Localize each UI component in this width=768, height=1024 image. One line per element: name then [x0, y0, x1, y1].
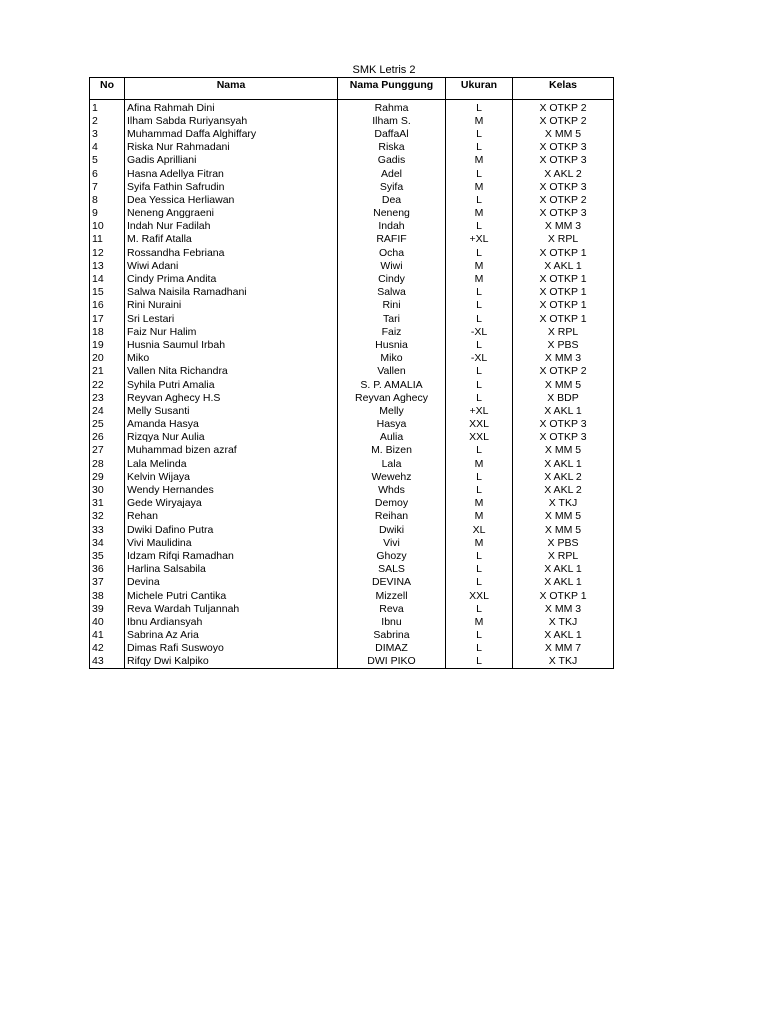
- cell-no: 38: [90, 589, 125, 602]
- cell-kelas: X AKL 1: [513, 457, 614, 470]
- cell-ukuran: M: [446, 207, 513, 220]
- cell-no: 19: [90, 338, 125, 351]
- table-row: [90, 114, 614, 127]
- cell-nama: Neneng Anggraeni: [125, 207, 338, 220]
- cell-nama-punggung: Demoy: [338, 497, 446, 510]
- cell-nama-punggung: Vallen: [338, 365, 446, 378]
- cell-kelas: X OTKP 2: [513, 114, 614, 127]
- cell-kelas: X RPL: [513, 549, 614, 562]
- cell-kelas: X TKJ: [513, 615, 614, 628]
- cell-no: 6: [90, 167, 125, 180]
- cell-ukuran: M: [446, 615, 513, 628]
- cell-nama: Syifa Fathin Safrudin: [125, 180, 338, 193]
- cell-kelas: X MM 3: [513, 602, 614, 615]
- cell-no: 25: [90, 418, 125, 431]
- cell-kelas: X RPL: [513, 325, 614, 338]
- cell-nama: Dea Yessica Herliawan: [125, 193, 338, 206]
- cell-nama: Rossandha Febriana: [125, 246, 338, 259]
- cell-nama-punggung: Whds: [338, 483, 446, 496]
- cell-nama-punggung: Aulia: [338, 431, 446, 444]
- table-row: [90, 272, 614, 285]
- cell-nama: Vivi Maulidina: [125, 536, 338, 549]
- cell-kelas: X AKL 1: [513, 563, 614, 576]
- cell-kelas: X OTKP 2: [513, 193, 614, 206]
- cell-nama-punggung: Hasya: [338, 418, 446, 431]
- cell-ukuran: L: [446, 365, 513, 378]
- cell-kelas: X MM 3: [513, 220, 614, 233]
- cell-nama-punggung: Rini: [338, 299, 446, 312]
- cell-no: 30: [90, 483, 125, 496]
- cell-nama: Dwiki Dafino Putra: [125, 523, 338, 536]
- cell-nama-punggung: Reva: [338, 602, 446, 615]
- header-nama: Nama: [125, 78, 338, 100]
- table-row: [90, 523, 614, 536]
- cell-no: 14: [90, 272, 125, 285]
- table-row: [90, 602, 614, 615]
- cell-ukuran: XXL: [446, 589, 513, 602]
- cell-kelas: X MM 5: [513, 444, 614, 457]
- cell-nama-punggung: Wewehz: [338, 470, 446, 483]
- table-row: [90, 365, 614, 378]
- table-row: [90, 615, 614, 628]
- cell-nama: Reyvan Aghecy H.S: [125, 391, 338, 404]
- cell-ukuran: L: [446, 378, 513, 391]
- document-title: SMK Letris 2: [352, 64, 416, 76]
- cell-nama: Muhammad bizen azraf: [125, 444, 338, 457]
- cell-nama: Dimas Rafi Suswoyo: [125, 642, 338, 655]
- cell-no: 16: [90, 299, 125, 312]
- cell-kelas: X AKL 1: [513, 404, 614, 417]
- cell-nama-punggung: Ocha: [338, 246, 446, 259]
- cell-nama-punggung: Gadis: [338, 154, 446, 167]
- cell-ukuran: M: [446, 510, 513, 523]
- cell-kelas: X OTKP 1: [513, 246, 614, 259]
- table-row: [90, 127, 614, 140]
- cell-nama: Idzam Rifqi Ramadhan: [125, 549, 338, 562]
- cell-no: 18: [90, 325, 125, 338]
- cell-no: 37: [90, 576, 125, 589]
- table-row: [90, 431, 614, 444]
- cell-no: 9: [90, 207, 125, 220]
- table-row: [90, 325, 614, 338]
- cell-no: 41: [90, 629, 125, 642]
- cell-ukuran: L: [446, 100, 513, 115]
- cell-nama: Wendy Hernandes: [125, 483, 338, 496]
- cell-nama-punggung: Ibnu: [338, 615, 446, 628]
- table-row: [90, 141, 614, 154]
- cell-ukuran: L: [446, 193, 513, 206]
- cell-kelas: X OTKP 1: [513, 286, 614, 299]
- cell-kelas: X MM 3: [513, 352, 614, 365]
- cell-nama: Salwa Naisila Ramadhani: [125, 286, 338, 299]
- cell-nama: Faiz Nur Halim: [125, 325, 338, 338]
- cell-ukuran: +XL: [446, 233, 513, 246]
- table-row: [90, 549, 614, 562]
- table-row: [90, 629, 614, 642]
- cell-nama-punggung: RAFIF: [338, 233, 446, 246]
- cell-nama-punggung: DWI PIKO: [338, 655, 446, 669]
- cell-ukuran: XXL: [446, 418, 513, 431]
- table-row: [90, 378, 614, 391]
- cell-no: 7: [90, 180, 125, 193]
- cell-nama-punggung: Neneng: [338, 207, 446, 220]
- cell-nama: Reva Wardah Tuljannah: [125, 602, 338, 615]
- table-row: [90, 470, 614, 483]
- cell-no: 35: [90, 549, 125, 562]
- table-row: [90, 404, 614, 417]
- cell-nama-punggung: Faiz: [338, 325, 446, 338]
- cell-nama-punggung: Dea: [338, 193, 446, 206]
- table-row: [90, 563, 614, 576]
- student-table: [89, 77, 614, 669]
- cell-no: 29: [90, 470, 125, 483]
- cell-nama: Harlina Salsabila: [125, 563, 338, 576]
- table-row: [90, 352, 614, 365]
- cell-kelas: X OTKP 2: [513, 365, 614, 378]
- cell-no: 27: [90, 444, 125, 457]
- cell-ukuran: L: [446, 338, 513, 351]
- cell-no: 40: [90, 615, 125, 628]
- table-row: [90, 391, 614, 404]
- table-row: [90, 642, 614, 655]
- cell-no: 33: [90, 523, 125, 536]
- cell-kelas: X AKL 2: [513, 470, 614, 483]
- table-row: [90, 589, 614, 602]
- cell-kelas: X MM 5: [513, 127, 614, 140]
- table-row: [90, 286, 614, 299]
- table-row: [90, 193, 614, 206]
- cell-nama-punggung: Lala: [338, 457, 446, 470]
- cell-kelas: X BDP: [513, 391, 614, 404]
- cell-no: 39: [90, 602, 125, 615]
- cell-nama: M. Rafif Atalla: [125, 233, 338, 246]
- table-row: [90, 444, 614, 457]
- cell-no: 12: [90, 246, 125, 259]
- cell-ukuran: L: [446, 655, 513, 669]
- cell-ukuran: M: [446, 114, 513, 127]
- cell-nama: Riska Nur Rahmadani: [125, 141, 338, 154]
- table-row: [90, 418, 614, 431]
- cell-kelas: X OTKP 2: [513, 100, 614, 115]
- cell-nama: Ibnu Ardiansyah: [125, 615, 338, 628]
- cell-ukuran: M: [446, 259, 513, 272]
- table-row: [90, 246, 614, 259]
- cell-nama: Afina Rahmah Dini: [125, 100, 338, 115]
- cell-nama-punggung: Adel: [338, 167, 446, 180]
- table-row: [90, 167, 614, 180]
- cell-no: 21: [90, 365, 125, 378]
- cell-kelas: X PBS: [513, 338, 614, 351]
- cell-nama-punggung: Melly: [338, 404, 446, 417]
- cell-kelas: X OTKP 1: [513, 589, 614, 602]
- cell-ukuran: M: [446, 154, 513, 167]
- cell-no: 15: [90, 286, 125, 299]
- cell-nama-punggung: Vivi: [338, 536, 446, 549]
- cell-ukuran: L: [446, 246, 513, 259]
- cell-no: 3: [90, 127, 125, 140]
- cell-no: 36: [90, 563, 125, 576]
- cell-nama: Rifqy Dwi Kalpiko: [125, 655, 338, 669]
- cell-kelas: X OTKP 1: [513, 272, 614, 285]
- cell-no: 5: [90, 154, 125, 167]
- cell-ukuran: L: [446, 220, 513, 233]
- cell-ukuran: L: [446, 549, 513, 562]
- cell-ukuran: L: [446, 391, 513, 404]
- cell-kelas: X AKL 1: [513, 576, 614, 589]
- cell-kelas: X TKJ: [513, 497, 614, 510]
- cell-no: 8: [90, 193, 125, 206]
- table-row: [90, 207, 614, 220]
- cell-nama: Gadis Aprilliani: [125, 154, 338, 167]
- cell-ukuran: L: [446, 444, 513, 457]
- cell-kelas: X OTKP 3: [513, 180, 614, 193]
- table-row: [90, 655, 614, 669]
- table-row: [90, 154, 614, 167]
- cell-nama-punggung: Rahma: [338, 100, 446, 115]
- cell-nama: Rini Nuraini: [125, 299, 338, 312]
- cell-ukuran: L: [446, 629, 513, 642]
- cell-ukuran: L: [446, 483, 513, 496]
- cell-nama-punggung: Ilham S.: [338, 114, 446, 127]
- cell-nama-punggung: Mizzell: [338, 589, 446, 602]
- cell-no: 34: [90, 536, 125, 549]
- cell-nama-punggung: Wiwi: [338, 259, 446, 272]
- cell-kelas: X OTKP 3: [513, 431, 614, 444]
- header-kelas: Kelas: [513, 78, 614, 100]
- cell-kelas: X RPL: [513, 233, 614, 246]
- cell-nama-punggung: DIMAZ: [338, 642, 446, 655]
- cell-no: 13: [90, 259, 125, 272]
- table-row: [90, 576, 614, 589]
- cell-nama-punggung: Ghozy: [338, 549, 446, 562]
- cell-ukuran: XL: [446, 523, 513, 536]
- cell-no: 1: [90, 100, 125, 115]
- table-row: [90, 457, 614, 470]
- cell-ukuran: L: [446, 576, 513, 589]
- header-row: [90, 78, 614, 100]
- cell-kelas: X MM 5: [513, 378, 614, 391]
- cell-nama-punggung: S. P. AMALIA: [338, 378, 446, 391]
- table-row: [90, 510, 614, 523]
- cell-nama: Vallen Nita Richandra: [125, 365, 338, 378]
- cell-kelas: X AKL 2: [513, 167, 614, 180]
- cell-ukuran: M: [446, 272, 513, 285]
- cell-kelas: X OTKP 3: [513, 418, 614, 431]
- table-row: [90, 220, 614, 233]
- cell-nama-punggung: Salwa: [338, 286, 446, 299]
- cell-nama: Wiwi Adani: [125, 259, 338, 272]
- cell-kelas: X MM 7: [513, 642, 614, 655]
- cell-nama-punggung: DEVINA: [338, 576, 446, 589]
- cell-nama-punggung: SALS: [338, 563, 446, 576]
- cell-nama-punggung: Sabrina: [338, 629, 446, 642]
- cell-kelas: X OTKP 1: [513, 312, 614, 325]
- cell-nama-punggung: M. Bizen: [338, 444, 446, 457]
- cell-kelas: X OTKP 1: [513, 299, 614, 312]
- cell-nama-punggung: DaffaAl: [338, 127, 446, 140]
- cell-no: 42: [90, 642, 125, 655]
- cell-kelas: X OTKP 3: [513, 141, 614, 154]
- cell-nama: Muhammad Daffa Alghiffary: [125, 127, 338, 140]
- cell-ukuran: -XL: [446, 352, 513, 365]
- cell-no: 22: [90, 378, 125, 391]
- header-nama-punggung: Nama Punggung: [338, 78, 446, 100]
- cell-ukuran: L: [446, 286, 513, 299]
- cell-nama: Ilham Sabda Ruriyansyah: [125, 114, 338, 127]
- cell-kelas: X OTKP 3: [513, 154, 614, 167]
- cell-no: 4: [90, 141, 125, 154]
- cell-no: 10: [90, 220, 125, 233]
- cell-no: 20: [90, 352, 125, 365]
- cell-no: 11: [90, 233, 125, 246]
- cell-no: 24: [90, 404, 125, 417]
- cell-ukuran: L: [446, 299, 513, 312]
- table-row: [90, 536, 614, 549]
- cell-no: 28: [90, 457, 125, 470]
- cell-no: 31: [90, 497, 125, 510]
- cell-nama: Kelvin Wijaya: [125, 470, 338, 483]
- cell-ukuran: L: [446, 563, 513, 576]
- cell-nama-punggung: Husnia: [338, 338, 446, 351]
- cell-nama: Melly Susanti: [125, 404, 338, 417]
- cell-ukuran: M: [446, 180, 513, 193]
- cell-nama: Cindy Prima Andita: [125, 272, 338, 285]
- cell-no: 26: [90, 431, 125, 444]
- cell-no: 2: [90, 114, 125, 127]
- cell-kelas: X MM 5: [513, 523, 614, 536]
- cell-ukuran: L: [446, 127, 513, 140]
- table-row: [90, 497, 614, 510]
- cell-ukuran: XXL: [446, 431, 513, 444]
- cell-ukuran: L: [446, 602, 513, 615]
- cell-no: 32: [90, 510, 125, 523]
- cell-nama: Lala Melinda: [125, 457, 338, 470]
- cell-kelas: X PBS: [513, 536, 614, 549]
- cell-ukuran: -XL: [446, 325, 513, 338]
- cell-nama-punggung: Dwiki: [338, 523, 446, 536]
- table-row: [90, 180, 614, 193]
- cell-nama: Miko: [125, 352, 338, 365]
- table-row: [90, 483, 614, 496]
- cell-nama-punggung: Reyvan Aghecy: [338, 391, 446, 404]
- cell-nama: Syhila Putri Amalia: [125, 378, 338, 391]
- cell-ukuran: L: [446, 141, 513, 154]
- cell-kelas: X AKL 1: [513, 259, 614, 272]
- cell-no: 17: [90, 312, 125, 325]
- cell-nama-punggung: Reihan: [338, 510, 446, 523]
- cell-kelas: X AKL 1: [513, 629, 614, 642]
- cell-nama: Rehan: [125, 510, 338, 523]
- cell-nama: Gede Wiryajaya: [125, 497, 338, 510]
- cell-nama: Sabrina Az Aria: [125, 629, 338, 642]
- header-ukuran: Ukuran: [446, 78, 513, 100]
- cell-nama: Amanda Hasya: [125, 418, 338, 431]
- cell-kelas: X AKL 2: [513, 483, 614, 496]
- cell-ukuran: L: [446, 642, 513, 655]
- cell-nama: Indah Nur Fadilah: [125, 220, 338, 233]
- cell-nama-punggung: Cindy: [338, 272, 446, 285]
- cell-nama: Husnia Saumul Irbah: [125, 338, 338, 351]
- cell-no: 23: [90, 391, 125, 404]
- table-body: [90, 100, 614, 669]
- cell-no: 43: [90, 655, 125, 669]
- cell-kelas: X OTKP 3: [513, 207, 614, 220]
- cell-kelas: X TKJ: [513, 655, 614, 669]
- cell-ukuran: L: [446, 312, 513, 325]
- cell-kelas: X MM 5: [513, 510, 614, 523]
- cell-nama: Hasna Adellya Fitran: [125, 167, 338, 180]
- header-no: No: [90, 78, 125, 100]
- cell-ukuran: +XL: [446, 404, 513, 417]
- cell-ukuran: L: [446, 167, 513, 180]
- table-row: [90, 259, 614, 272]
- cell-nama-punggung: Tari: [338, 312, 446, 325]
- table-row: [90, 338, 614, 351]
- cell-nama-punggung: Riska: [338, 141, 446, 154]
- cell-nama: Rizqya Nur Aulia: [125, 431, 338, 444]
- cell-ukuran: M: [446, 536, 513, 549]
- cell-ukuran: M: [446, 497, 513, 510]
- table-row: [90, 312, 614, 325]
- cell-ukuran: L: [446, 470, 513, 483]
- table-row: [90, 233, 614, 246]
- cell-nama-punggung: Indah: [338, 220, 446, 233]
- cell-nama: Sri Lestari: [125, 312, 338, 325]
- cell-nama-punggung: Syifa: [338, 180, 446, 193]
- cell-nama: Michele Putri Cantika: [125, 589, 338, 602]
- table-row: [90, 100, 614, 115]
- table-row: [90, 299, 614, 312]
- cell-nama-punggung: Miko: [338, 352, 446, 365]
- cell-nama: Devina: [125, 576, 338, 589]
- cell-ukuran: M: [446, 457, 513, 470]
